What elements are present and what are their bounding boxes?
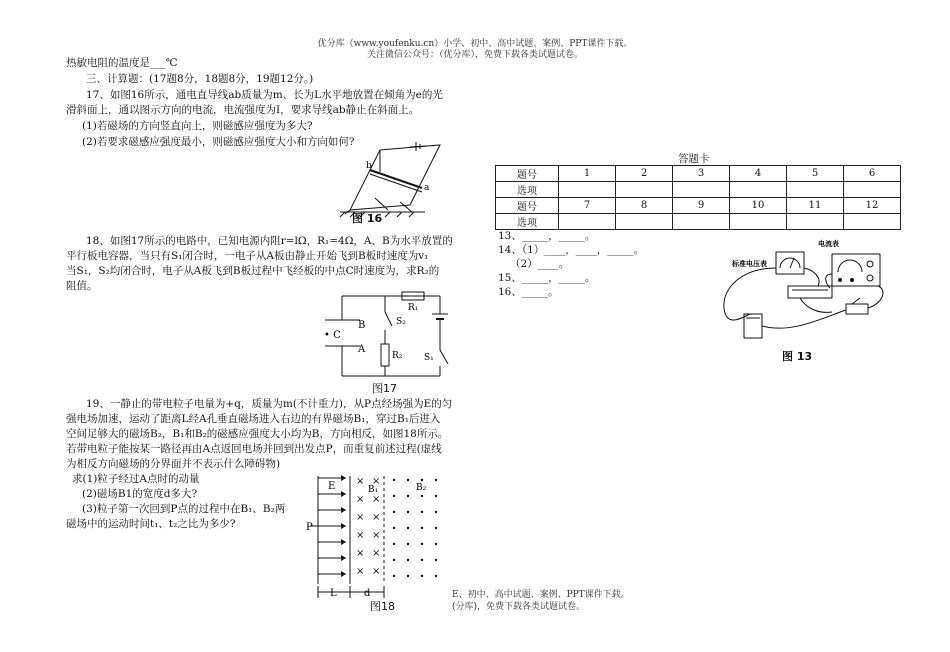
q17-line1: 17、如图16所示，通电直导线ab质量为m、长为L水平地放置在倾角为e的光	[86, 89, 443, 101]
table-cell: 11	[787, 198, 844, 214]
svg-text:×: ×	[372, 548, 381, 559]
figure-16-label-a: a	[424, 183, 430, 193]
figure-18-label-L: L	[330, 588, 337, 599]
figure-17-caption: 图17	[372, 382, 397, 395]
figure-13-apparatus-illustration	[722, 238, 892, 353]
fill-15: 15、_____，_____。	[498, 272, 596, 284]
figure-17-label-R2: R₂	[392, 351, 403, 361]
table-row	[496, 182, 901, 198]
figure-13-meter-right-label: 电流表	[818, 240, 839, 248]
answer-slot[interactable]	[730, 214, 787, 230]
answer-slot[interactable]	[559, 214, 616, 230]
figure-18-label-E: E	[328, 481, 336, 492]
figure-18-field-diagram	[306, 472, 456, 602]
svg-text:×: ×	[356, 476, 365, 487]
svg-text:×: ×	[372, 530, 381, 541]
figure-18-label-B1: B₁	[368, 485, 379, 495]
table-cell: 选项	[496, 182, 559, 198]
figure-18-label-d: d	[364, 588, 371, 599]
prev-question-tail: 热敏电阻的温度是___℃	[66, 57, 178, 69]
answer-slot[interactable]	[787, 182, 844, 198]
q19-sub0: 求(1)粒子经过A点时的动量	[72, 473, 200, 485]
q19-sub1: (2)磁场B1的宽度d多大?	[82, 488, 198, 500]
svg-text:×: ×	[372, 566, 381, 577]
figure-16-caption: 图 16	[352, 212, 383, 225]
fill-13: 13、_____，_____。	[498, 230, 596, 242]
q18-line3: 当S₁，S₂均闭合时，电子从A板飞到B板过程中飞经板的中点C时速度为，求R₂的	[66, 265, 440, 277]
svg-text:×: ×	[356, 548, 365, 559]
fill-16: 16、_____。	[498, 286, 559, 298]
figure-13-caption: 图 13	[782, 350, 813, 363]
table-cell: 12	[844, 198, 901, 214]
answer-slot[interactable]	[787, 214, 844, 230]
figure-17-label-S2: S₂	[396, 317, 406, 327]
section-3-heading: 三、计算题：(17题8分，18题8分，19题12分。)	[86, 73, 314, 85]
svg-text:×: ×	[356, 530, 365, 541]
figure-17-label-A: A	[358, 344, 366, 355]
svg-text:×: ×	[356, 512, 365, 523]
table-cell: 选项	[496, 214, 559, 230]
q19-line4: 若带电粒子能按某一路径再由A点返回电场并回到出发点P，而重复前述过程(虚线	[66, 443, 442, 455]
q18-line4: 阻值。	[66, 280, 98, 292]
table-cell: 1	[559, 166, 616, 182]
table-cell: 3	[673, 166, 730, 182]
figure-17-circuit-diagram	[320, 288, 460, 388]
figure-17-label-B: B	[358, 320, 366, 331]
q19-line2: 强电场加速，运动了距离L经A孔垂直磁场进入右边的有界磁场B₁，穿过B₁后进入	[66, 413, 441, 425]
table-cell: 10	[730, 198, 787, 214]
svg-text:×: ×	[356, 566, 365, 577]
table-cell: 5	[787, 166, 844, 182]
q19-sub2a: (3)粒子第一次回到P点的过程中在B₁、B₂两	[82, 503, 286, 515]
q17-sub1: (1)若磁场的方向竖直向上，则磁感应强度为多大?	[82, 120, 313, 132]
table-cell: 4	[730, 166, 787, 182]
page-footer-line2: (分库)，免费下载各类试题试卷。	[452, 602, 586, 612]
answer-slot[interactable]	[844, 214, 901, 230]
q17-sub2: (2)若要求磁感应强度最小，则磁感应强度大小和方向如何?	[82, 136, 355, 148]
page-header-line2: 关注微信公众号：（优分库），免费下载各类试题试卷。	[366, 50, 583, 60]
svg-text:×: ×	[372, 494, 381, 505]
table-cell: 题号	[496, 198, 559, 214]
answer-slot[interactable]	[559, 182, 616, 198]
fill-14b: （2）____。	[510, 258, 570, 270]
q18-line2: 平行板电容器，当只有S₁闭合时，一电子从A板由静止开始飞到B板时速度为v₁	[66, 250, 429, 262]
answer-slot[interactable]	[673, 182, 730, 198]
svg-text:×: ×	[356, 494, 365, 505]
answer-slot[interactable]	[673, 214, 730, 230]
q19-line3: 空间足够大的磁场B₂，B₁和B₂的磁感应强度大小均为B，方向相反，如图18所示。	[66, 428, 449, 440]
figure-18-caption: 图18	[370, 600, 395, 613]
figure-17-label-C: • C	[324, 330, 341, 341]
figure-17-label-R1: R₁	[408, 303, 419, 313]
figure-16-label-b: b	[366, 161, 372, 171]
page-header-line1: 优分库（www.youfenku.cn）小学、初中、高中试题、案例、PPT课件下载。	[317, 39, 633, 49]
table-cell: 题号	[496, 166, 559, 182]
answer-slot[interactable]	[730, 182, 787, 198]
q18-line1: 18、如图17所示的电路中，已知电源内阻r=lΩ，R₁=4Ω，A、B为水平放置的	[86, 235, 453, 247]
q19-sub2b: 磁场中的运动时间t₁、t₂之比为多少?	[66, 518, 236, 530]
answer-card-title: 答题卡	[678, 153, 710, 165]
table-row	[496, 166, 901, 182]
fill-14a: 14、（1）____，____，_____。	[498, 244, 645, 256]
svg-text:×: ×	[372, 512, 381, 523]
q17-line2: 滑斜面上，通以图示方向的电流，电流强度为I，要求导线ab静止在斜面上。	[66, 104, 420, 116]
table-cell: 7	[559, 198, 616, 214]
table-cell: 8	[616, 198, 673, 214]
q19-line5: 为相反方向磁场的分界面并不表示什么障碍物)	[66, 458, 281, 470]
answer-slot[interactable]	[616, 182, 673, 198]
table-cell: 6	[844, 166, 901, 182]
answer-slot[interactable]	[844, 182, 901, 198]
answer-card-table	[495, 165, 901, 230]
figure-18-label-P: P	[306, 522, 313, 533]
page-footer-line1: E、初中、高中试题、案例、PPT课件下载。	[452, 590, 630, 600]
table-row	[496, 214, 901, 230]
answer-slot[interactable]	[616, 214, 673, 230]
table-cell: 9	[673, 198, 730, 214]
figure-13-meter-left-label: 标准电压表	[732, 260, 767, 268]
figure-18-label-B2: B₂	[416, 483, 427, 493]
table-cell: 2	[616, 166, 673, 182]
q19-line1: 19、一静止的带电粒子电量为+q，质量为m(不计重力)，从P点经场强为E的匀	[86, 398, 453, 410]
svg-text:×: ×	[372, 476, 381, 487]
table-row	[496, 198, 901, 214]
figure-17-label-S1: S₁	[424, 353, 434, 363]
